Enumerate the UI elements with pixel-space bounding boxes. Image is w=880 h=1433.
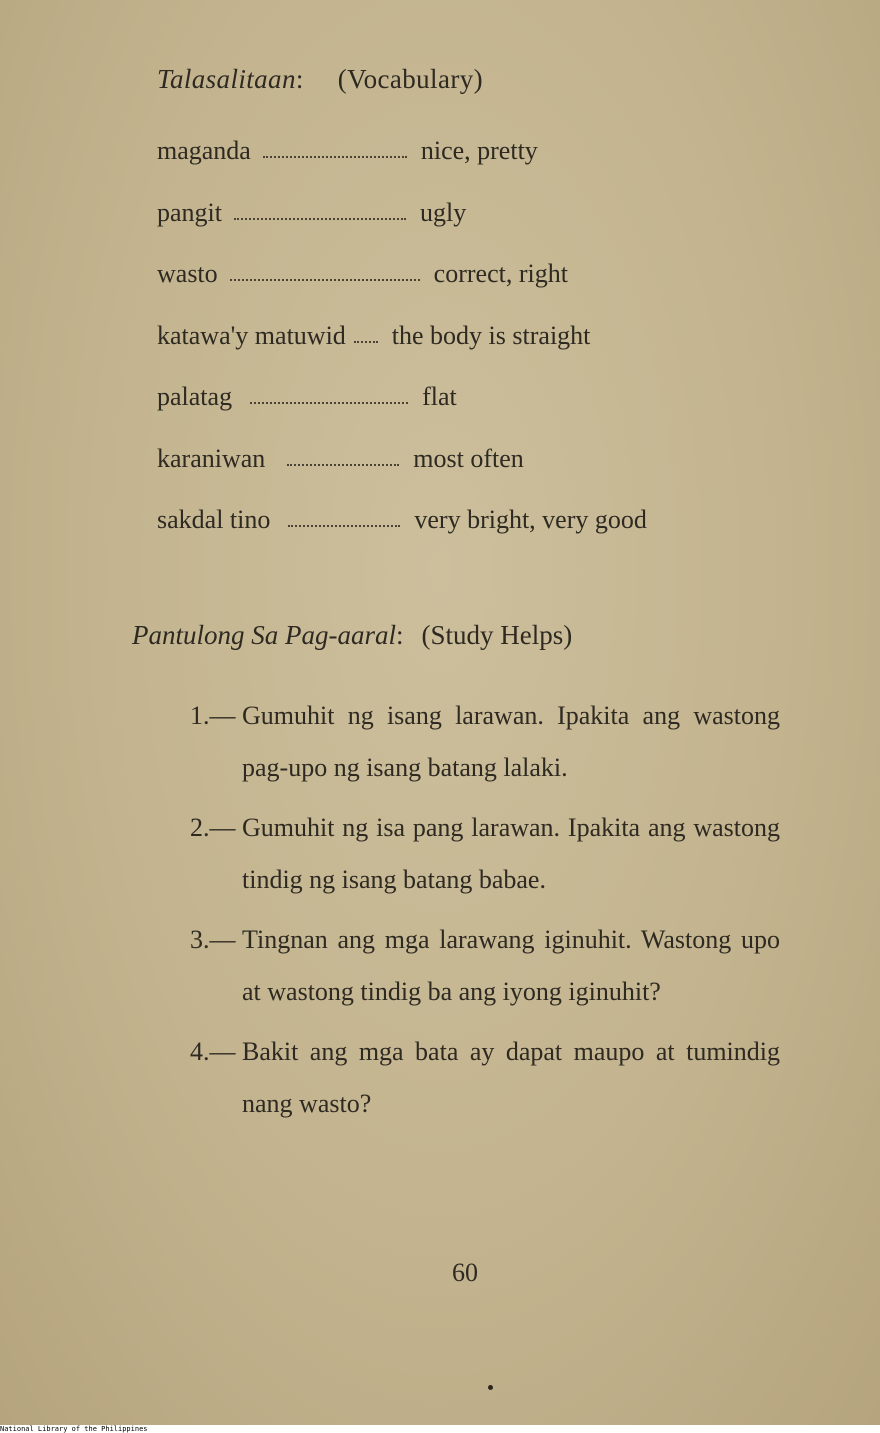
- vocabulary-heading-colon: :: [295, 64, 304, 94]
- study-help-item: [190, 690, 780, 793]
- study-helps-heading-colon: :: [396, 620, 404, 650]
- study-helps-heading: [132, 620, 572, 651]
- item-text: Bakit ang mga bata ay dapat maupo at tumindig nang wasto?: [242, 1037, 780, 1118]
- item-text: Gumuhit ng isa pang larawan. Ipakita ang wastong tindig ng isang batang babae.: [242, 813, 780, 894]
- leader-dots: [288, 505, 400, 527]
- vocabulary-row: [157, 382, 797, 444]
- vocabulary-row: [157, 444, 797, 506]
- vocabulary-row: [157, 321, 797, 383]
- vocabulary-heading-english: (Vocabulary): [337, 64, 484, 94]
- study-help-item: [190, 1026, 780, 1129]
- study-helps-list: [190, 690, 780, 1138]
- study-help-item: [190, 914, 780, 1017]
- vocabulary-row: [157, 136, 797, 198]
- vocabulary-term: katawa'y matuwid: [157, 320, 346, 350]
- leader-dots: [354, 321, 378, 343]
- vocabulary-row: [157, 198, 797, 260]
- vocabulary-list: [157, 136, 797, 567]
- item-number: 3.—: [190, 925, 236, 954]
- vocabulary-term: sakdal tino: [157, 505, 271, 534]
- vocabulary-heading: [157, 64, 483, 95]
- vocabulary-definition: nice, pretty: [420, 136, 538, 165]
- study-helps-heading-tagalog: Pantulong Sa Pag-aaral: [132, 620, 396, 650]
- vocabulary-definition: most often: [413, 443, 524, 473]
- vocabulary-heading-tagalog: Talasalitaan: [157, 64, 296, 94]
- leader-dots: [287, 444, 399, 466]
- item-number: 1.—: [190, 701, 236, 730]
- page-number: 60: [452, 1258, 478, 1287]
- vocabulary-definition: ugly: [420, 197, 467, 227]
- study-help-item: [190, 802, 780, 905]
- item-text: Gumuhit ng isang larawan. Ipakita ang wastong pag-upo ng isang batang lalaki.: [242, 701, 780, 782]
- vocabulary-definition: correct, right: [433, 259, 568, 288]
- item-text: Tingnan ang mga larawang iginuhit. Wastong upo at wastong tindig ba ang iyong iginuhit?: [242, 925, 780, 1006]
- vocabulary-definition: flat: [422, 382, 457, 411]
- vocabulary-row: [157, 505, 797, 567]
- item-number: 4.—: [190, 1037, 236, 1066]
- vocabulary-definition: very bright, very good: [414, 505, 647, 534]
- vocabulary-term: karaniwan: [157, 443, 266, 473]
- item-number: 2.—: [190, 813, 236, 842]
- leader-dots: [234, 198, 406, 220]
- ink-speck: [488, 1385, 493, 1390]
- leader-dots: [250, 382, 408, 404]
- leader-dots: [263, 136, 407, 158]
- vocabulary-row: [157, 259, 797, 321]
- vocabulary-term: wasto: [157, 259, 218, 288]
- footer-credit: National Library of the Philippines: [0, 1425, 148, 1433]
- vocabulary-term: maganda: [157, 136, 251, 165]
- leader-dots: [230, 259, 420, 281]
- vocabulary-term: palatag: [157, 382, 233, 411]
- study-helps-heading-english: (Study Helps): [421, 620, 573, 650]
- vocabulary-definition: the body is straight: [391, 320, 591, 350]
- vocabulary-term: pangit: [157, 197, 222, 227]
